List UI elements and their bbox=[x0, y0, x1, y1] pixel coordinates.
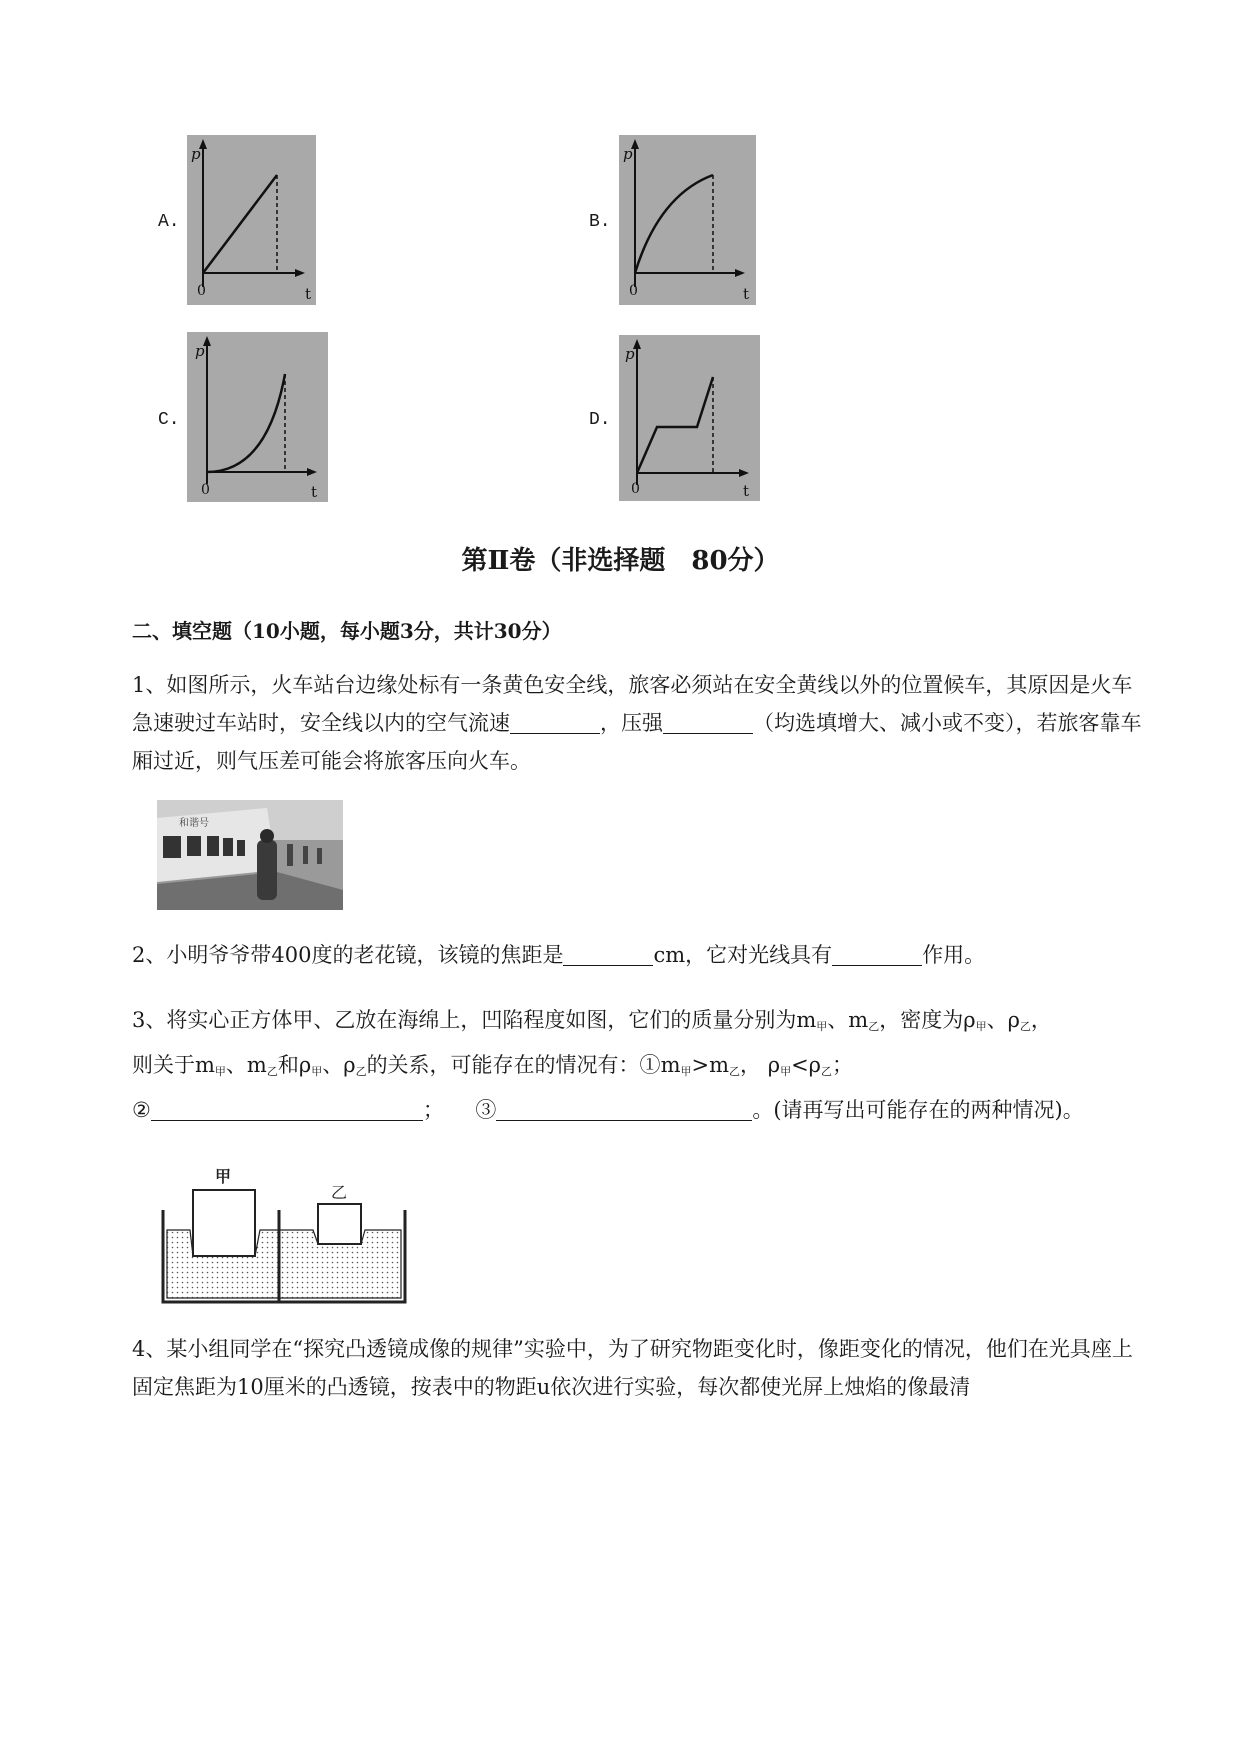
origin-label: 0 bbox=[197, 283, 206, 299]
q2-text: cm，它对光线具有 bbox=[653, 943, 833, 967]
punct: ， bbox=[1030, 1008, 1052, 1032]
y-axis-label: p bbox=[195, 342, 205, 360]
x-axis-label: t bbox=[743, 285, 750, 303]
option-b-graph bbox=[619, 135, 756, 305]
origin-label: 0 bbox=[629, 283, 638, 299]
svg-text:和谐号: 和谐号 bbox=[179, 818, 209, 829]
mass-symbol: m bbox=[709, 1053, 730, 1077]
y-axis-label: p bbox=[623, 145, 633, 163]
subscript: 乙 bbox=[266, 1065, 278, 1078]
q4-text: 4、某小组同学在“探究凸透镜成像的规律”实验中，为了研究物距变化时，像距变化的情况，他们在光具座上固定焦距为10厘米的凸透镜，按表中的物距u依次进行实验，每次都使光屏上烛焰的像最清 bbox=[132, 1337, 1133, 1399]
subscript: 乙 bbox=[729, 1065, 741, 1078]
q3-text: 和 bbox=[277, 1053, 299, 1077]
q3-text: 。(请再写出可能存在的两种情况)。 bbox=[752, 1098, 1084, 1122]
q2-text: 作用。 bbox=[922, 943, 986, 967]
option-a-graph bbox=[187, 135, 316, 305]
q3-blank-2[interactable] bbox=[151, 1096, 423, 1121]
q3-text: 的关系，可能存在的情况有：① bbox=[366, 1053, 661, 1077]
origin-label: 0 bbox=[631, 481, 640, 497]
label-yi: 乙 bbox=[331, 1183, 348, 1202]
x-axis-label: t bbox=[743, 482, 750, 500]
density-symbol: ρ bbox=[767, 1053, 781, 1077]
mass-symbol: m bbox=[796, 1008, 817, 1032]
subscript: 甲 bbox=[311, 1065, 323, 1078]
q2-text: 2、小明爷爷带400度的老花镜，该镜的焦距是 bbox=[132, 943, 564, 967]
subscript: 甲 bbox=[214, 1065, 226, 1078]
mass-symbol: m bbox=[195, 1053, 215, 1077]
density-symbol: ρ bbox=[343, 1053, 356, 1077]
density-symbol: ρ bbox=[298, 1053, 312, 1077]
q3-text: ② bbox=[132, 1098, 151, 1122]
sponge-diagram bbox=[155, 1160, 410, 1308]
density-symbol: ρ bbox=[963, 1008, 976, 1032]
question-2 bbox=[132, 936, 1152, 974]
punct: ； bbox=[832, 1053, 854, 1077]
density-symbol: ρ bbox=[1007, 1008, 1020, 1032]
option-d-label: D. bbox=[589, 410, 611, 430]
x-axis-label: t bbox=[311, 483, 318, 501]
punct: 、 bbox=[986, 1008, 1008, 1032]
question-3 bbox=[132, 1001, 1152, 1129]
q3-blank-3[interactable] bbox=[496, 1096, 752, 1121]
q2-blank-2[interactable] bbox=[832, 941, 922, 966]
subscript: 甲 bbox=[780, 1065, 792, 1078]
question-1 bbox=[132, 666, 1152, 780]
subscript: 乙 bbox=[1019, 1020, 1031, 1033]
subscript: 乙 bbox=[355, 1065, 367, 1078]
origin-label: 0 bbox=[201, 482, 210, 498]
q1-blank-1[interactable] bbox=[510, 709, 600, 734]
relation-symbol: > bbox=[691, 1053, 710, 1077]
subscript: 乙 bbox=[821, 1065, 833, 1078]
q3-text: ，密度为 bbox=[879, 1008, 964, 1032]
option-c-label: C. bbox=[158, 410, 180, 430]
q3-text: ； ③ bbox=[422, 1098, 497, 1122]
q1-text: 1、如图所示，火车站台边缘处标有一条黄色安全线，旅客必须站在安全黄线以外的位置候车，其原因是火车急速驶过车站时，安全线以内的空气流速 bbox=[132, 673, 1133, 735]
option-d-graph bbox=[619, 335, 760, 501]
question-4 bbox=[132, 1330, 1152, 1406]
subscript: 乙 bbox=[868, 1020, 880, 1033]
q3-text: 则关于 bbox=[132, 1053, 195, 1077]
mass-symbol: m bbox=[246, 1053, 267, 1077]
y-axis-label: p bbox=[191, 145, 201, 163]
punct: 、 bbox=[322, 1053, 344, 1077]
relation-symbol: < bbox=[791, 1053, 809, 1077]
q3-text: 3、将实心正方体甲、乙放在海绵上，凹陷程度如图，它们的质量分别为 bbox=[132, 1008, 797, 1032]
option-a-label: A. bbox=[158, 212, 180, 232]
mass-symbol: m bbox=[660, 1053, 681, 1077]
train-platform-photo bbox=[157, 800, 343, 910]
density-symbol: ρ bbox=[808, 1053, 822, 1077]
subscript: 甲 bbox=[975, 1020, 987, 1033]
option-b-label: B. bbox=[589, 212, 611, 232]
y-axis-label: p bbox=[625, 345, 635, 363]
q2-blank-1[interactable] bbox=[563, 941, 653, 966]
subscript: 甲 bbox=[680, 1065, 692, 1078]
q1-blank-2[interactable] bbox=[663, 709, 753, 734]
x-axis-label: t bbox=[305, 285, 312, 303]
punct: 、 bbox=[827, 1008, 849, 1032]
q1-text: （均选填增大、减小或不变），若旅客靠车厢过近，则气压差可能会将旅客压向火车。 bbox=[132, 711, 1142, 773]
punct: ， bbox=[740, 1053, 762, 1077]
section-title: 二、填空题（10小题，每小题3分，共计30分） bbox=[132, 619, 562, 643]
punct: 、 bbox=[225, 1053, 247, 1077]
part-title: 第Ⅱ卷（非选择题 80分） bbox=[461, 546, 780, 576]
q1-text: ，压强 bbox=[600, 711, 663, 735]
label-jia: 甲 bbox=[215, 1167, 232, 1186]
option-c-graph bbox=[187, 332, 328, 502]
mass-symbol: m bbox=[848, 1008, 869, 1032]
subscript: 甲 bbox=[816, 1020, 828, 1033]
